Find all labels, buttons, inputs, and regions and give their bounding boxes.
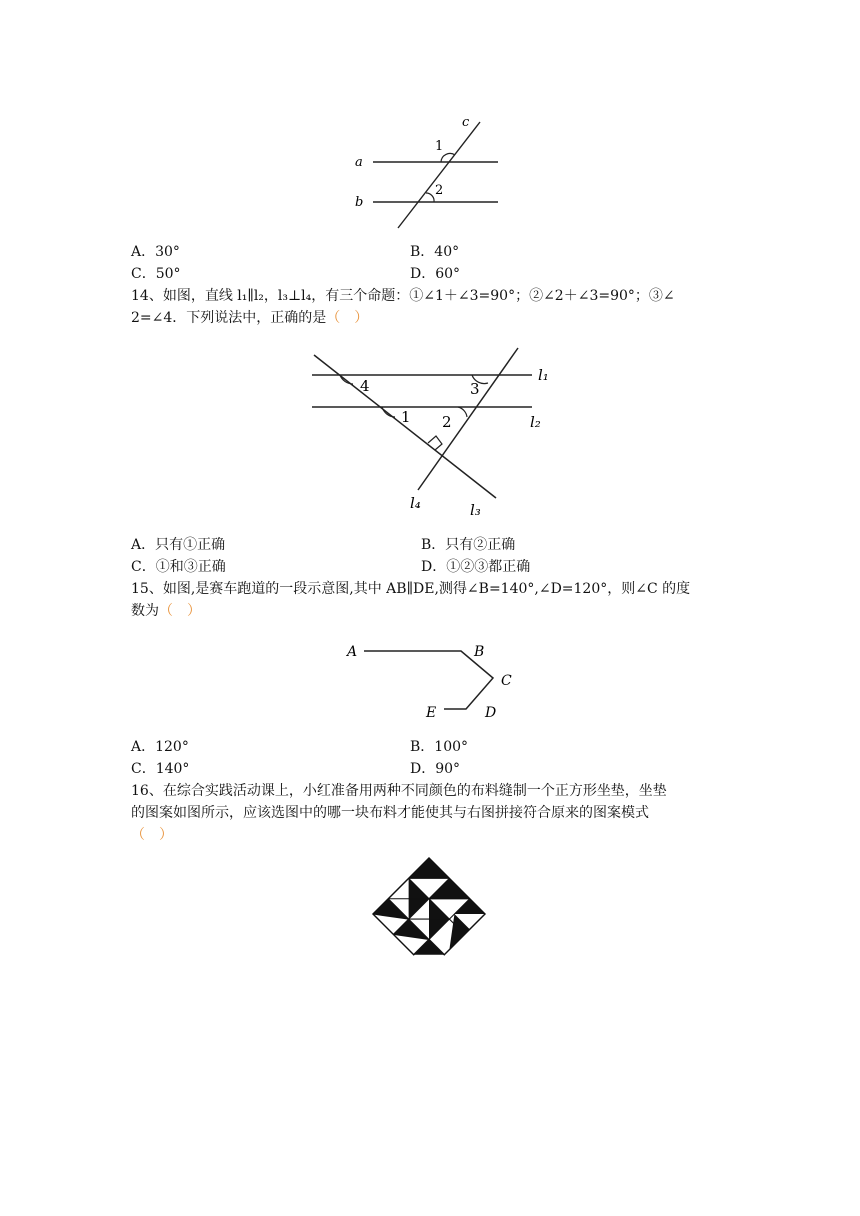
q15-option-c: C．140° [131,761,190,777]
label-angle-3: 3 [470,380,480,398]
angle-2-arc [426,193,434,202]
q15-stem [131,578,731,622]
q15-option-a: A．120° [131,739,189,755]
label-a: a [355,155,363,170]
q15-option-b: B．100° [410,739,469,755]
label-l1: l₁ [538,366,549,384]
label-A: A [347,644,358,660]
label-D: D [485,705,497,721]
q14-stem-line-2: 2=∠4．下列说法中，正确的是（ ） [131,310,369,326]
label-b: b [355,195,364,210]
q14-option-a: A．只有①正确 [131,537,226,553]
label-l3: l₃ [470,501,481,519]
q15-stem-line-2: 数为（ ） [131,603,201,619]
q15-stem-line-1: 15、如图,是赛车跑道的一段示意图,其中 AB∥DE,测得∠B=140°,∠D=120°，则∠C 的度 [131,581,691,597]
label-B: B [474,644,485,660]
angle-2-arc [458,407,467,417]
q14-parallel-perpendicular-figure [300,340,570,525]
line-c [398,122,480,228]
q14-option-c: C．①和③正确 [131,559,226,575]
q15-option-d: D．90° [410,761,461,777]
q16-stem [131,780,731,846]
label-angle-1: 1 [401,408,411,426]
label-angle-2: 2 [442,413,452,431]
q16-stem-line-1: 16、在综合实践活动课上，小红准备用两种不同颜色的布料缝制一个正方形坐垫，坐垫 [131,783,667,799]
angle-1-arc [382,407,395,417]
line-l4 [418,348,518,490]
label-l2: l₂ [530,413,541,431]
q14-option-b: B．只有②正确 [421,537,516,553]
line-l3 [314,355,496,498]
q13-parallel-lines-figure [345,110,515,235]
label-C: C [501,673,512,689]
right-angle-mark [428,436,442,450]
q14-stem [131,285,731,329]
q13-option-b: B．40° [410,244,460,260]
label-angle-2: 2 [435,183,444,198]
q13-option-c: C．50° [131,266,181,282]
q14-option-d: D．①②③都正确 [421,559,531,575]
q14-answer-paren: （ ） [326,310,369,326]
label-angle-4: 4 [360,377,370,395]
q16-cushion-pattern-figure [370,855,490,975]
label-c: c [462,115,470,130]
label-E: E [426,705,437,721]
label-l4: l₄ [410,494,421,512]
q16-stem-line-2: 的图案如图所示，应该选图中的哪一块布料才能使其与右图拼接符合原来的图案模式 [131,805,649,821]
q13-option-d: D．60° [410,266,461,282]
q14-stem-line-1: 14、如图，直线 l₁∥l₂，l₃⊥l₄，有三个命题：①∠1＋∠3=90°；②∠2＋∠3=90°；③∠ [131,288,675,304]
q15-answer-paren: （ ） [159,603,201,619]
q16-answer-paren: （ ） [131,827,173,843]
q13-option-a: A．30° [131,244,180,260]
label-angle-1: 1 [435,139,444,154]
q15-race-track-figure [340,638,530,724]
